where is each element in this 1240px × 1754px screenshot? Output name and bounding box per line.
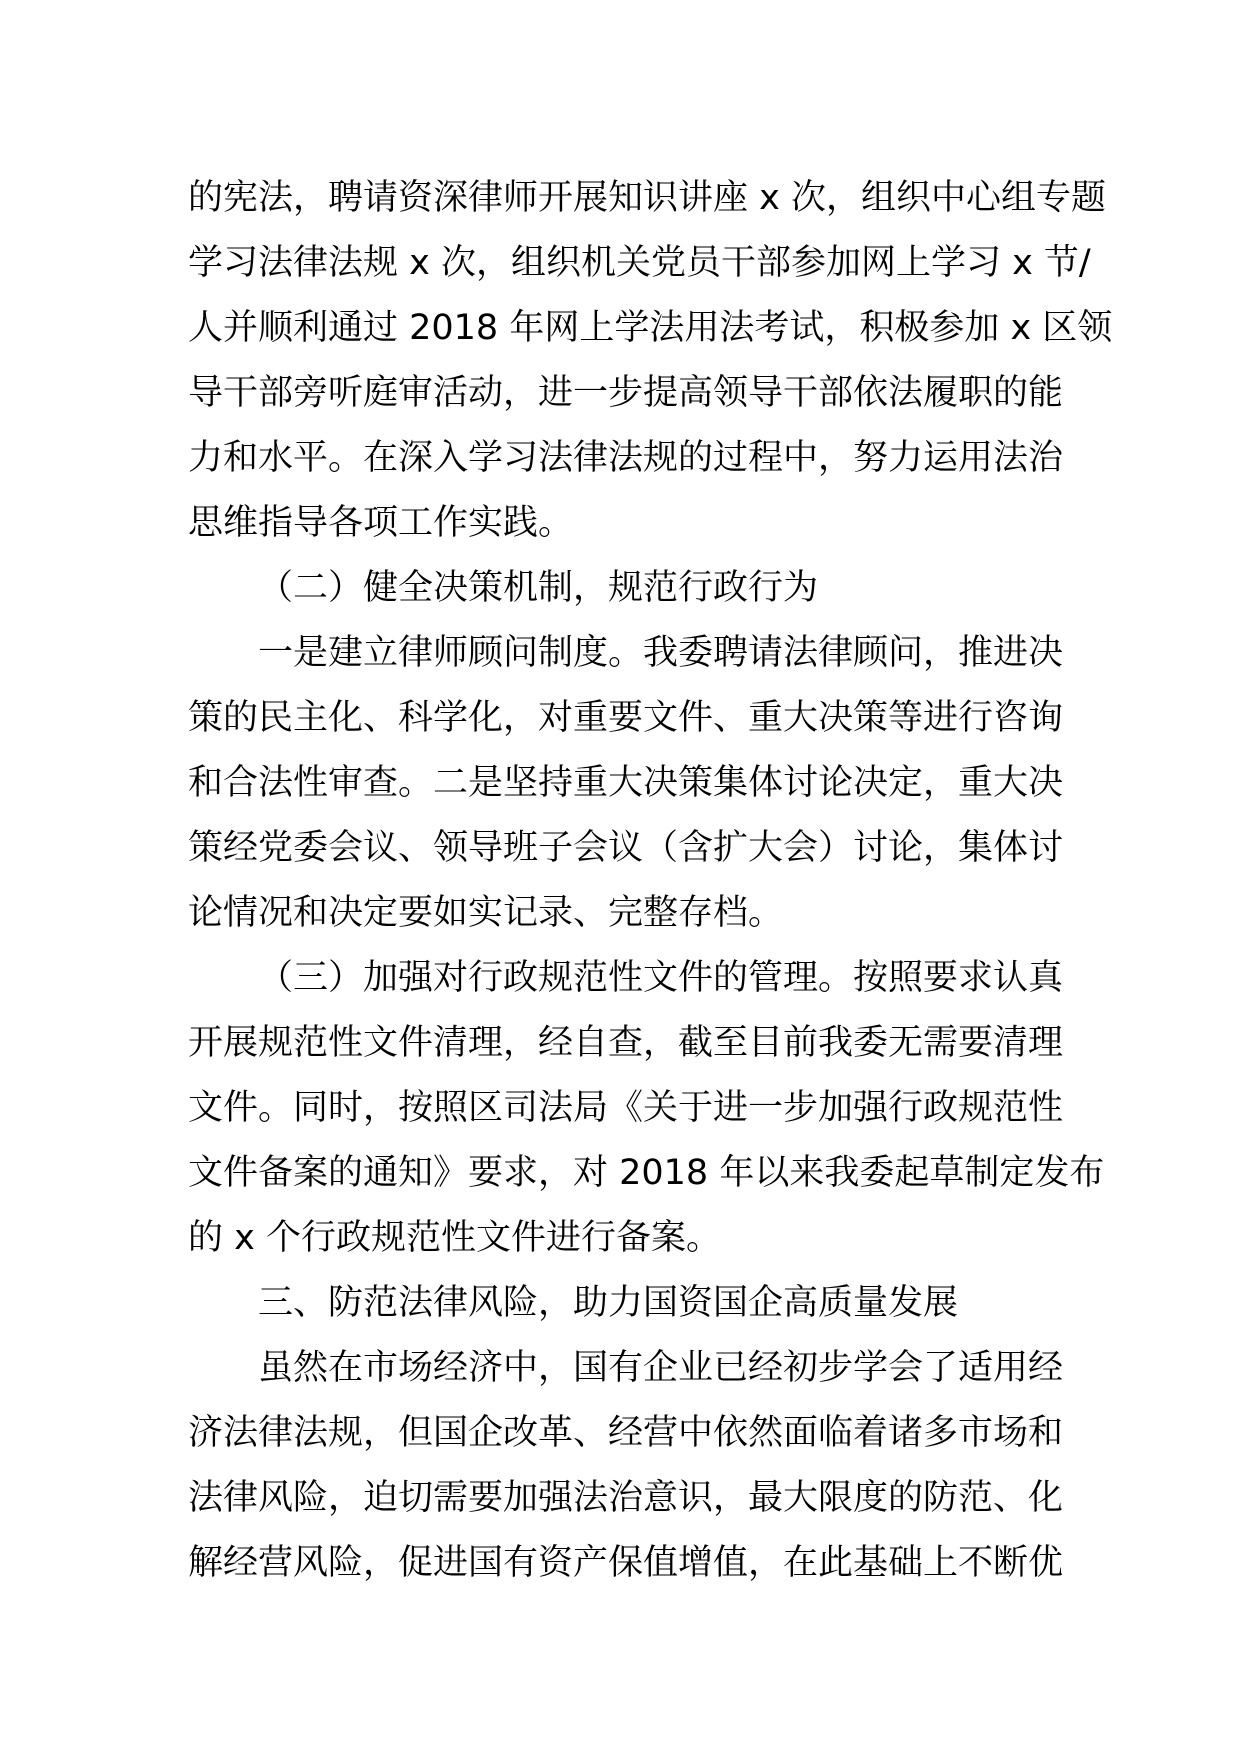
text-line: 文件备案的通知》要求，对 2018 年以来我委起草制定发布 <box>188 1153 1105 1193</box>
text-line: 论情况和决定要如实记录、完整存档。 <box>188 893 784 933</box>
section-heading: 三、防范法律风险，助力国资国企高质量发展 <box>258 1283 959 1323</box>
section-heading: （三）加强对行政规范性文件的管理。按照要求认真 <box>258 958 1064 998</box>
document-body <box>188 166 1113 1596</box>
text-line: 的宪法，聘请资深律师开展知识讲座 x 次，组织中心组专题 <box>188 178 1106 218</box>
text-line: 思维指导各项工作实践。 <box>188 503 574 543</box>
text-line: 文件。同时，按照区司法局《关于进一步加强行政规范性 <box>188 1088 1064 1128</box>
text-line: 开展规范性文件清理，经自查，截至目前我委无需要清理 <box>188 1023 1064 1063</box>
text-line: 法律风险，迫切需要加强法治意识，最大限度的防范、化 <box>188 1478 1064 1518</box>
paragraph-start: 一是建立律师顾问制度。我委聘请法律顾问，推进决 <box>258 633 1064 673</box>
text-line: 导干部旁听庭审活动，进一步提高领导干部依法履职的能 <box>188 373 1064 413</box>
text-line: 和合法性审查。二是坚持重大决策集体讨论决定，重大决 <box>188 763 1064 803</box>
text-line: 济法律法规，但国企改革、经营中依然面临着诸多市场和 <box>188 1413 1064 1453</box>
text-line: 策经党委会议、领导班子会议（含扩大会）讨论，集体讨 <box>188 828 1064 868</box>
text-line: 人并顺利通过 2018 年网上学法用法考试，积极参加 x 区领 <box>188 308 1113 348</box>
text-line: 的 x 个行政规范性文件进行备案。 <box>188 1218 721 1258</box>
section-heading: （二）健全决策机制，规范行政行为 <box>258 568 819 608</box>
text-line: 学习法律法规 x 次，组织机关党员干部参加网上学习 x 节/ <box>188 243 1091 283</box>
text-line: 解经营风险，促进国有资产保值增值，在此基础上不断优 <box>188 1543 1064 1583</box>
text-line: 力和水平。在深入学习法律法规的过程中，努力运用法治 <box>188 438 1064 478</box>
text-line: 策的民主化、科学化，对重要文件、重大决策等进行咨询 <box>188 698 1064 738</box>
paragraph-start: 虽然在市场经济中，国有企业已经初步学会了适用经 <box>258 1348 1064 1388</box>
